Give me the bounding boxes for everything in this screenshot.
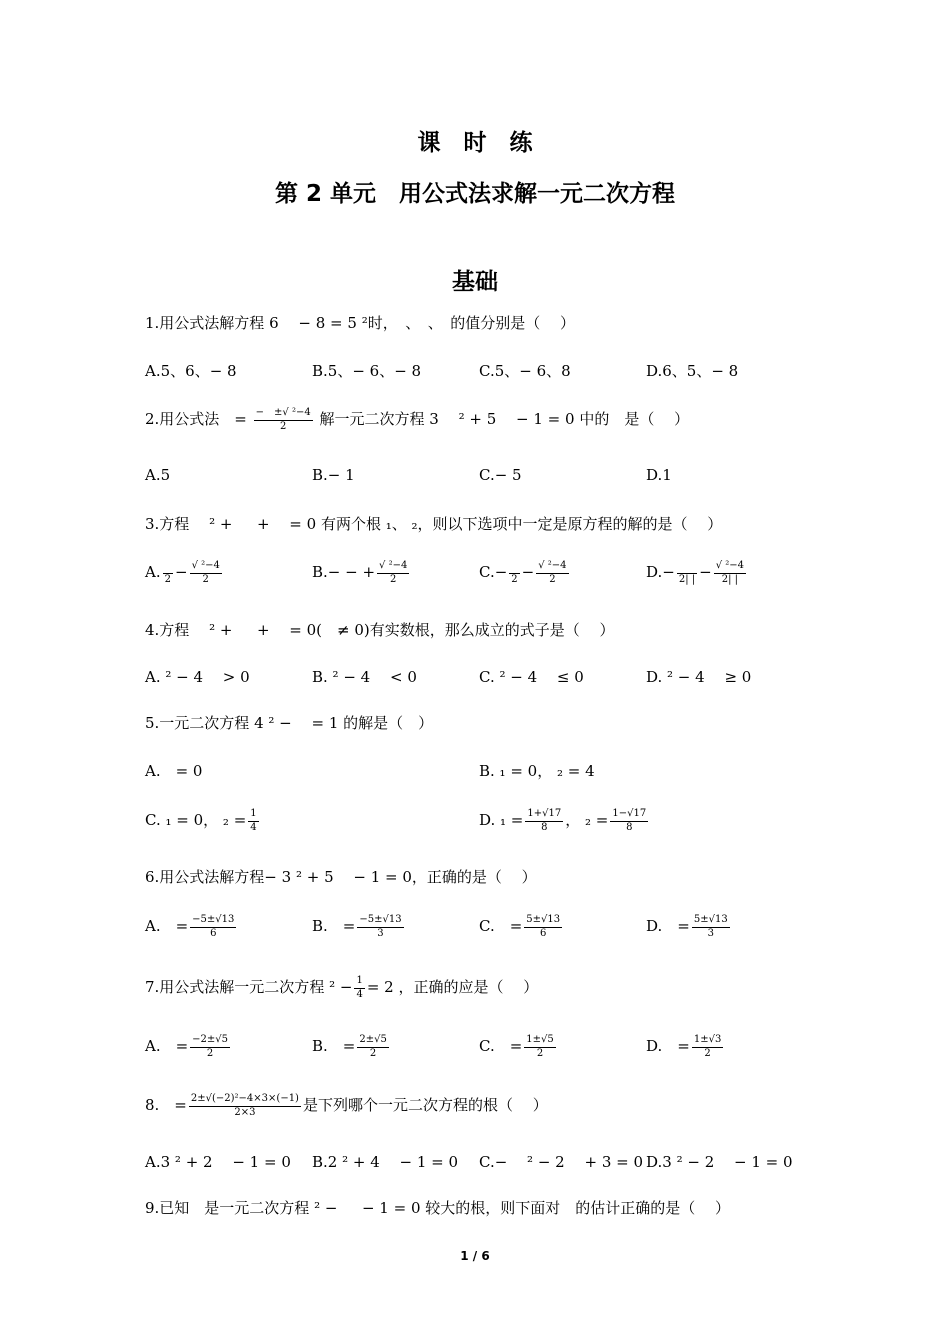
q6-option-d <box>646 914 732 940</box>
q6-c-prefix: C. = <box>479 917 523 935</box>
q6-d-denominator: 3 <box>707 927 714 939</box>
q3-a-minus: − <box>174 563 188 581</box>
q8-stem-part-b: 是下列哪个一元二次方程的根（ ） <box>302 1096 548 1114</box>
q4-option-b: B. ² − 4 < 0 <box>312 668 417 686</box>
q3-c-denominator-2: 2 <box>549 573 556 585</box>
q7-option-d <box>646 1034 725 1060</box>
q7-c-numerator: 1±√5 <box>524 1034 555 1048</box>
q7-a-fraction <box>190 1034 230 1060</box>
q6-a-prefix: A. = <box>145 917 189 935</box>
q5-c-fraction <box>248 808 258 834</box>
q7-b-denominator: 2 <box>369 1047 377 1059</box>
q5-option-d <box>479 808 650 834</box>
q8-stem-numerator: 2±√(−2)²−4×3×(−1) <box>189 1093 301 1107</box>
q6-option-c <box>479 914 564 940</box>
q1-option-a: A.5、6、− 8 <box>145 362 237 380</box>
q5-option-a: A. = 0 <box>145 762 203 780</box>
q4-option-a: A. ² − 4 > 0 <box>145 668 250 686</box>
q3-c-minus: − <box>521 563 535 581</box>
q3-c-numerator-1 <box>509 560 519 574</box>
q7-stem-part-b: = 2 ，正确的应是（ ） <box>366 978 539 996</box>
section-heading: 基础 <box>452 269 498 295</box>
question-8-stem <box>145 1093 548 1119</box>
q3-a-numerator-2: √ ²−4 <box>190 560 222 574</box>
q6-a-fraction <box>190 914 236 940</box>
q2-option-c: C.− 5 <box>479 466 522 484</box>
q6-b-denominator: 3 <box>377 927 384 939</box>
q7-b-fraction <box>357 1034 388 1060</box>
q3-option-c <box>479 560 571 586</box>
q1-option-d: D.6、5、− 8 <box>646 362 739 380</box>
q7-c-prefix: C. = <box>479 1037 523 1055</box>
q3-b-denominator-1: 2 <box>390 573 397 585</box>
q6-option-b <box>312 914 406 940</box>
q3-option-a <box>145 560 224 586</box>
q1-option-c: C.5、− 6、8 <box>479 362 571 380</box>
q7-stem-denominator: 4 <box>356 988 363 1000</box>
q7-b-numerator: 2±√5 <box>357 1034 388 1048</box>
q5-d-denominator-1: 8 <box>541 821 548 833</box>
q3-d-fraction-1 <box>677 560 697 586</box>
q7-d-fraction <box>692 1034 723 1060</box>
question-6-stem: 6.用公式法解方程− 3 ² + 5 − 1 = 0，正确的是（ ） <box>145 868 537 886</box>
q3-a-denominator-1: 2 <box>164 573 171 585</box>
q5-d-fraction-2 <box>610 808 648 834</box>
q8-stem-part-a: 8. = <box>145 1096 187 1114</box>
q6-d-prefix: D. = <box>646 917 690 935</box>
q3-d-fraction-2 <box>714 560 746 586</box>
q4-option-c: C. ² − 4 ≤ 0 <box>479 668 584 686</box>
question-4-stem: 4.方程 ² + + = 0( ≠ 0)有实数根，那么成立的式子是（ ） <box>145 621 615 639</box>
q7-a-prefix: A. = <box>145 1037 189 1055</box>
question-1-stem: 1.用公式法解方程 6 − 8 = 5 ²时， 、 、 的值分别是（ ） <box>145 314 575 332</box>
q5-d-numerator-2: 1−√17 <box>610 808 648 822</box>
unit-title: 第 2 单元 用公式法求解一元二次方程 <box>274 181 676 207</box>
q7-option-b <box>312 1034 391 1060</box>
document-title: 课 时 练 <box>417 130 533 156</box>
q6-c-numerator: 5±√13 <box>524 914 562 928</box>
q7-stem-fraction <box>354 975 364 1001</box>
q6-a-denominator: 6 <box>210 927 217 939</box>
q3-d-denominator-1: 2| | <box>678 573 696 585</box>
q6-a-numerator: −5±√13 <box>190 914 236 928</box>
q3-b-fraction-1 <box>377 560 409 586</box>
q3-a-denominator-2: 2 <box>202 573 209 585</box>
q3-d-numerator-1 <box>677 560 697 574</box>
q2-option-d: D.1 <box>646 466 672 484</box>
q3-option-b <box>312 560 411 586</box>
q2-stem-part-a: 2.用公式法 = <box>145 410 247 428</box>
q3-d-numerator-2: √ ²−4 <box>714 560 746 574</box>
q3-d-prefix: D.− <box>646 563 675 581</box>
page-number: 1 / 6 <box>460 1249 490 1263</box>
q5-d-numerator-1: 1+√17 <box>525 808 563 822</box>
q7-d-numerator: 1±√3 <box>692 1034 723 1048</box>
q2-formula-fraction <box>254 407 313 433</box>
q6-b-prefix: B. = <box>312 917 356 935</box>
q5-d-middle: ， ₂ = <box>565 811 609 829</box>
q2-stem-part-b: 解一元二次方程 3 ² + 5 − 1 = 0 中的 是（ ） <box>319 410 690 428</box>
q7-b-prefix: B. = <box>312 1037 356 1055</box>
q7-d-prefix: D. = <box>646 1037 690 1055</box>
q5-c-prefix: C. ₁ = 0， ₂ = <box>145 811 247 829</box>
q3-a-prefix: A. <box>145 563 161 581</box>
q3-d-denominator-2: 2| | <box>721 573 738 585</box>
q7-a-denominator: 2 <box>206 1047 214 1059</box>
q5-c-numerator: 1 <box>248 808 258 822</box>
q3-a-fraction-1 <box>163 560 173 586</box>
q4-option-d: D. ² − 4 ≥ 0 <box>646 668 752 686</box>
question-3-stem: 3.方程 ² + + = 0 有两个根 ₁、 ₂，则以下选项中一定是原方程的解的是（ ） <box>145 515 723 533</box>
q7-c-fraction <box>524 1034 555 1060</box>
q2-option-a: A.5 <box>145 466 171 484</box>
q3-option-d <box>646 560 748 586</box>
q5-c-denominator: 4 <box>250 821 257 833</box>
q3-a-numerator-1 <box>163 560 173 574</box>
q2-formula-numerator: − ±√ ²−4 <box>254 407 313 421</box>
q7-stem-numerator: 1 <box>354 975 364 989</box>
q7-option-a <box>145 1034 232 1060</box>
q1-option-b: B.5、− 6、− 8 <box>312 362 422 380</box>
question-5-stem: 5.一元二次方程 4 ² − = 1 的解是（ ） <box>145 714 434 732</box>
q6-c-fraction <box>524 914 562 940</box>
question-7-stem <box>145 975 538 1001</box>
q6-b-numerator: −5±√13 <box>357 914 403 928</box>
q6-option-a <box>145 914 238 940</box>
q5-d-prefix: D. ₁ = <box>479 811 524 829</box>
q5-d-denominator-2: 8 <box>626 821 633 833</box>
q3-b-prefix: B.− − + <box>312 563 376 581</box>
q8-stem-denominator: 2×3 <box>234 1106 256 1118</box>
q3-b-numerator-1: √ ²−4 <box>377 560 409 574</box>
question-2-stem <box>145 407 689 433</box>
q6-b-fraction <box>357 914 403 940</box>
q3-d-minus: − <box>699 563 712 581</box>
q7-a-numerator: −2±√5 <box>190 1034 230 1048</box>
q3-c-fraction-2 <box>536 560 568 586</box>
q6-c-denominator: 6 <box>540 927 547 939</box>
q2-formula-denominator: 2 <box>280 420 287 432</box>
q3-a-fraction-2 <box>190 560 222 586</box>
q5-d-fraction-1 <box>525 808 563 834</box>
q3-c-numerator-2: √ ²−4 <box>536 560 568 574</box>
q7-c-denominator: 2 <box>536 1047 544 1059</box>
q6-d-numerator: 5±√13 <box>692 914 730 928</box>
q8-option-a: A.3 ² + 2 − 1 = 0 <box>145 1153 291 1171</box>
q6-d-fraction <box>692 914 730 940</box>
q8-option-c: C.− ² − 2 + 3 = 0 <box>479 1153 644 1171</box>
q7-option-c <box>479 1034 558 1060</box>
q7-d-denominator: 2 <box>704 1047 711 1059</box>
q8-option-d: D.3 ² − 2 − 1 = 0 <box>646 1153 793 1171</box>
q3-c-fraction-1 <box>509 560 519 586</box>
q3-c-denominator-1: 2 <box>511 573 518 585</box>
q8-option-b: B.2 ² + 4 − 1 = 0 <box>312 1153 459 1171</box>
q3-c-prefix: C.− <box>479 563 508 581</box>
q7-stem-part-a: 7.用公式法解一元二次方程 ² − <box>145 978 353 996</box>
q5-option-c <box>145 808 261 834</box>
question-9-stem: 9.已知 是一元二次方程 ² − − 1 = 0 较大的根，则下面对 的估计正确的是（ ） <box>145 1199 731 1217</box>
q5-option-b: B. ₁ = 0， ₂ = 4 <box>479 762 595 780</box>
q2-option-b: B.− 1 <box>312 466 355 484</box>
q8-stem-fraction <box>189 1093 301 1119</box>
